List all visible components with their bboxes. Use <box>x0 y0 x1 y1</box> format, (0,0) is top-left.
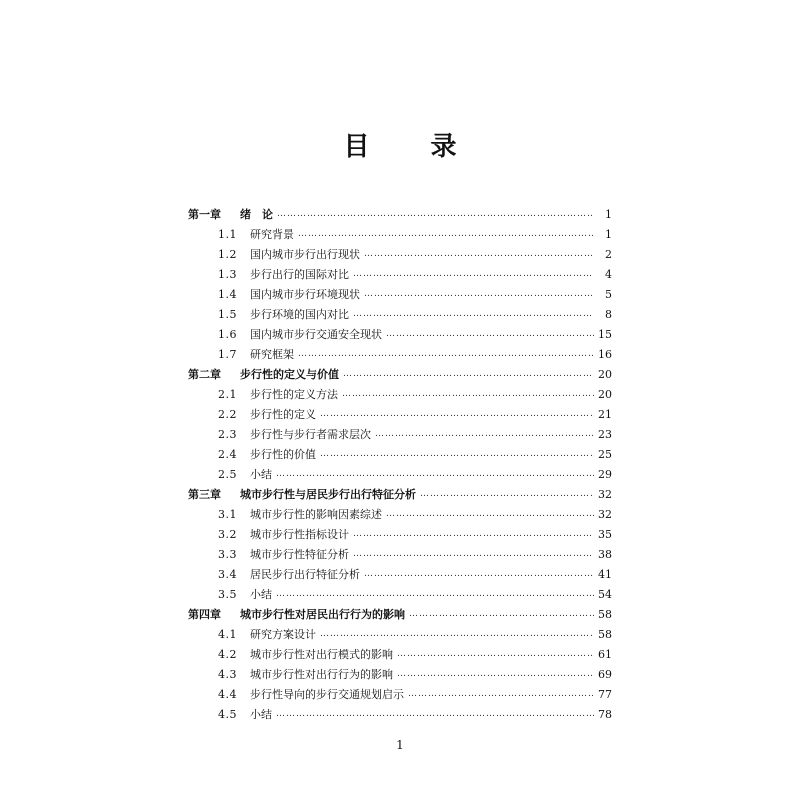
section-title: 城市步行性特征分析 <box>250 548 349 561</box>
page-number: 32 <box>598 487 612 501</box>
toc-section-entry[interactable] <box>188 684 612 704</box>
section-title: 步行性与步行者需求层次 <box>250 428 371 441</box>
toc-section-entry[interactable] <box>188 644 612 664</box>
dot-leader <box>320 449 594 459</box>
section-number: 4.4 <box>218 687 237 701</box>
page-folio: 1 <box>396 738 404 752</box>
toc-section-entry[interactable] <box>188 424 612 444</box>
section-number: 4.1 <box>218 627 237 641</box>
dot-leader <box>343 369 594 379</box>
section-title: 城市步行性的影响因素综述 <box>250 508 382 521</box>
page-number: 23 <box>598 427 612 441</box>
dot-leader <box>364 249 594 259</box>
dot-leader <box>320 629 594 639</box>
section-number: 4.3 <box>218 667 237 681</box>
chapter-number: 第二章 <box>188 368 221 381</box>
toc-section-entry[interactable] <box>188 224 612 244</box>
toc-section-entry[interactable] <box>188 624 612 644</box>
section-number: 1.2 <box>218 247 237 261</box>
page-number: 77 <box>598 687 612 701</box>
page-number: 15 <box>598 327 612 341</box>
toc-section-entry[interactable] <box>188 324 612 344</box>
page-number: 1 <box>605 207 612 221</box>
chapter-title: 步行性的定义与价值 <box>240 368 339 381</box>
chapter-number: 第三章 <box>188 488 221 501</box>
section-number: 3.2 <box>218 527 237 541</box>
section-number: 3.1 <box>218 507 237 521</box>
section-title: 研究框架 <box>250 348 294 361</box>
section-title: 居民步行出行特征分析 <box>250 568 360 581</box>
chapter-title: 城市步行性与居民步行出行特征分析 <box>240 488 416 501</box>
page-number: 32 <box>598 507 612 521</box>
section-title: 研究背景 <box>250 228 294 241</box>
section-number: 1.1 <box>218 227 237 241</box>
dot-leader <box>276 589 594 599</box>
page-number: 61 <box>598 647 612 661</box>
toc-section-entry[interactable] <box>188 244 612 264</box>
section-title: 国内城市步行出行现状 <box>250 248 360 261</box>
section-number: 2.1 <box>218 387 237 401</box>
toc-section-entry[interactable] <box>188 504 612 524</box>
dot-leader <box>353 269 594 279</box>
dot-leader <box>364 569 594 579</box>
dot-leader <box>420 489 594 499</box>
toc-section-entry[interactable] <box>188 564 612 584</box>
dot-leader <box>386 509 594 519</box>
dot-leader <box>298 229 594 239</box>
page-number: 4 <box>605 267 612 281</box>
page-number: 1 <box>605 227 612 241</box>
table-of-contents <box>188 204 612 724</box>
toc-chapter-entry[interactable] <box>188 204 612 224</box>
section-title: 小结 <box>250 468 272 481</box>
dot-leader <box>320 409 594 419</box>
page-number: 20 <box>598 387 612 401</box>
toc-chapter-entry[interactable] <box>188 604 612 624</box>
section-number: 2.4 <box>218 447 237 461</box>
page-number: 29 <box>598 467 612 481</box>
section-title: 步行性的定义 <box>250 408 316 421</box>
toc-section-entry[interactable] <box>188 664 612 684</box>
section-title: 国内城市步行交通安全现状 <box>250 328 382 341</box>
toc-section-entry[interactable] <box>188 704 612 724</box>
page-number: 21 <box>598 407 612 421</box>
section-title: 城市步行性对出行模式的影响 <box>250 648 393 661</box>
chapter-number: 第一章 <box>188 208 221 221</box>
toc-section-entry[interactable] <box>188 304 612 324</box>
page-number: 20 <box>598 367 612 381</box>
section-number: 3.4 <box>218 567 237 581</box>
dot-leader <box>408 689 594 699</box>
section-number: 4.2 <box>218 647 237 661</box>
chapter-title: 城市步行性对居民出行行为的影响 <box>240 608 405 621</box>
dot-leader <box>397 649 594 659</box>
page-number: 2 <box>605 247 612 261</box>
toc-title: 目 录 <box>343 132 483 162</box>
page-number: 5 <box>605 287 612 301</box>
page-number: 58 <box>598 627 612 641</box>
page-number: 54 <box>598 587 612 601</box>
section-number: 4.5 <box>218 707 237 721</box>
section-number: 1.5 <box>218 307 237 321</box>
section-number: 1.6 <box>218 327 237 341</box>
section-number: 1.4 <box>218 287 237 301</box>
dot-leader <box>386 329 594 339</box>
toc-chapter-entry[interactable] <box>188 364 612 384</box>
chapter-title: 绪 论 <box>240 208 273 221</box>
section-title: 城市步行性对出行行为的影响 <box>250 668 393 681</box>
section-number: 3.5 <box>218 587 237 601</box>
toc-chapter-entry[interactable] <box>188 484 612 504</box>
dot-leader <box>409 609 594 619</box>
section-title: 步行性的价值 <box>250 448 316 461</box>
toc-section-entry[interactable] <box>188 464 612 484</box>
dot-leader <box>353 549 594 559</box>
page-number: 41 <box>598 567 612 581</box>
page-number: 69 <box>598 667 612 681</box>
section-title: 步行性的定义方法 <box>250 388 338 401</box>
section-title: 步行出行的国际对比 <box>250 268 349 281</box>
dot-leader <box>353 529 594 539</box>
toc-section-entry[interactable] <box>188 544 612 564</box>
dot-leader <box>277 209 594 219</box>
toc-section-entry[interactable] <box>188 524 612 544</box>
toc-section-entry[interactable] <box>188 444 612 464</box>
section-title: 研究方案设计 <box>250 628 316 641</box>
section-title: 小结 <box>250 588 272 601</box>
toc-section-entry[interactable] <box>188 404 612 424</box>
toc-section-entry[interactable] <box>188 264 612 284</box>
page-number: 58 <box>598 607 612 621</box>
section-number: 1.3 <box>218 267 237 281</box>
page-number: 25 <box>598 447 612 461</box>
dot-leader <box>276 709 594 719</box>
page-number: 38 <box>598 547 612 561</box>
toc-section-entry[interactable] <box>188 384 612 404</box>
page-number: 78 <box>598 707 612 721</box>
chapter-number: 第四章 <box>188 608 221 621</box>
dot-leader <box>276 469 594 479</box>
section-number: 2.2 <box>218 407 237 421</box>
section-number: 3.3 <box>218 547 237 561</box>
dot-leader <box>342 389 594 399</box>
section-title: 国内城市步行环境现状 <box>250 288 360 301</box>
dot-leader <box>364 289 594 299</box>
section-title: 步行环境的国内对比 <box>250 308 349 321</box>
dot-leader <box>353 309 594 319</box>
page-number: 35 <box>598 527 612 541</box>
toc-section-entry[interactable] <box>188 344 612 364</box>
section-title: 步行性导向的步行交通规划启示 <box>250 688 404 701</box>
section-title: 城市步行性指标设计 <box>250 528 349 541</box>
toc-section-entry[interactable] <box>188 584 612 604</box>
section-title: 小结 <box>250 708 272 721</box>
section-number: 2.5 <box>218 467 237 481</box>
page-number: 16 <box>598 347 612 361</box>
section-number: 1.7 <box>218 347 237 361</box>
dot-leader <box>298 349 594 359</box>
page-number: 8 <box>605 307 612 321</box>
dot-leader <box>397 669 594 679</box>
dot-leader <box>375 429 594 439</box>
section-number: 2.3 <box>218 427 237 441</box>
toc-section-entry[interactable] <box>188 284 612 304</box>
